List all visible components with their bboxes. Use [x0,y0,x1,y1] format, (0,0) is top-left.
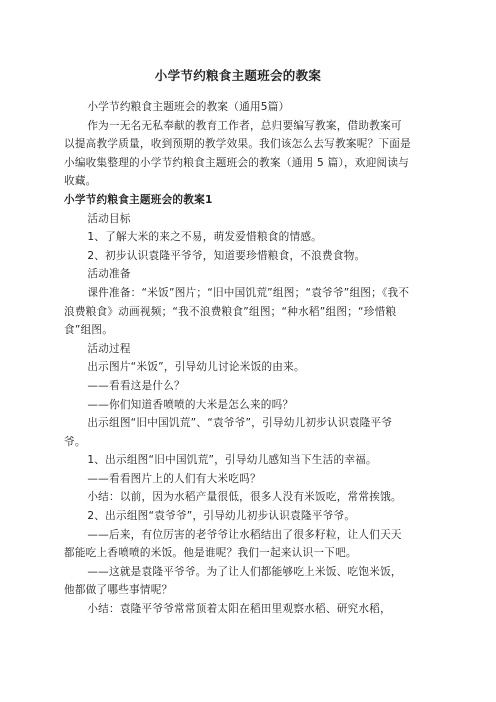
document-body [64,98,412,619]
document-paragraph: ——这就是袁隆平爷爷。为了让人们都能够吃上米饭、吃饱米饭，他都做了哪些事情呢？ [64,565,402,597]
document-paragraph: 小学节约粮食主题班会的教案（通用5篇） [87,101,290,113]
document-paragraph: ——看看图片上的人们有大米吃吗？ [87,472,261,485]
document-paragraph: 2、出示组图“袁爷爷”，引导幼儿初步认识袁隆平爷爷。 [87,510,356,523]
document-paragraph: ——你们知道香喷喷的大米是怎么来的吗？ [87,398,294,411]
document-paragraph: ——后来，有位厉害的老爷爷让水稻结出了很多籽粒，让人们天天都能吃上香喷喷的米饭。他是谁呢？我们一起来认识一下吧。 [64,528,402,560]
document-paragraph: 活动目标 [87,212,131,225]
document-paragraph: 课件准备：“米饭”图片；“旧中国饥荒”组图；“袁爷爷”组图；《我不浪费粮食》动画视频；“我不浪费粮食”组图；“种水稻”组图；“珍惜粮食”组图。 [64,286,410,337]
document-paragraph: 2、初步认识袁隆平爷爷，知道要珍惜粮食，不浪费食物。 [87,249,366,262]
document-paragraph: 1、出示组图“旧中国饥荒”，引导幼儿感知当下生活的幸福。 [87,454,377,467]
document-paragraph: 出示组图“旧中国饥荒”、“袁爷爷”，引导幼儿初步认识袁隆平爷爷。 [64,417,393,448]
section-heading: 小学节约粮食主题班会的教案1 [64,193,213,206]
document-paragraph: 出示图片“米饭”，引导幼儿讨论米饭的由来。 [87,361,305,374]
document-paragraph: 小结：以前，因为水稻产量很低，很多人没有米饭吃，常常挨饿。 [87,491,402,504]
document-paragraph: 小结：袁隆平爷爷常常顶着太阳在稻田里观察水稻、研究水稻， [87,603,391,616]
document-paragraph: ——看看这是什么？ [87,379,185,392]
document-paragraph: 活动过程 [87,342,131,355]
document-paragraph: 作为一无名无私奉献的教育工作者，总归要编写教案，借助教案可以提高教学质量，收到预期的教学效果。我们该怎么去写教案呢？下面是小编收集整理的小学节约粮食主题班会的教案（通用 5 篇），欢迎阅读与收藏。 [64,119,411,188]
document-paragraph: 活动准备 [87,268,131,281]
document-paragraph: 1、了解大米的来之不易，萌发爱惜粮食的情感。 [87,231,323,244]
document-title: 小学节约粮食主题班会的教案 [154,68,322,83]
